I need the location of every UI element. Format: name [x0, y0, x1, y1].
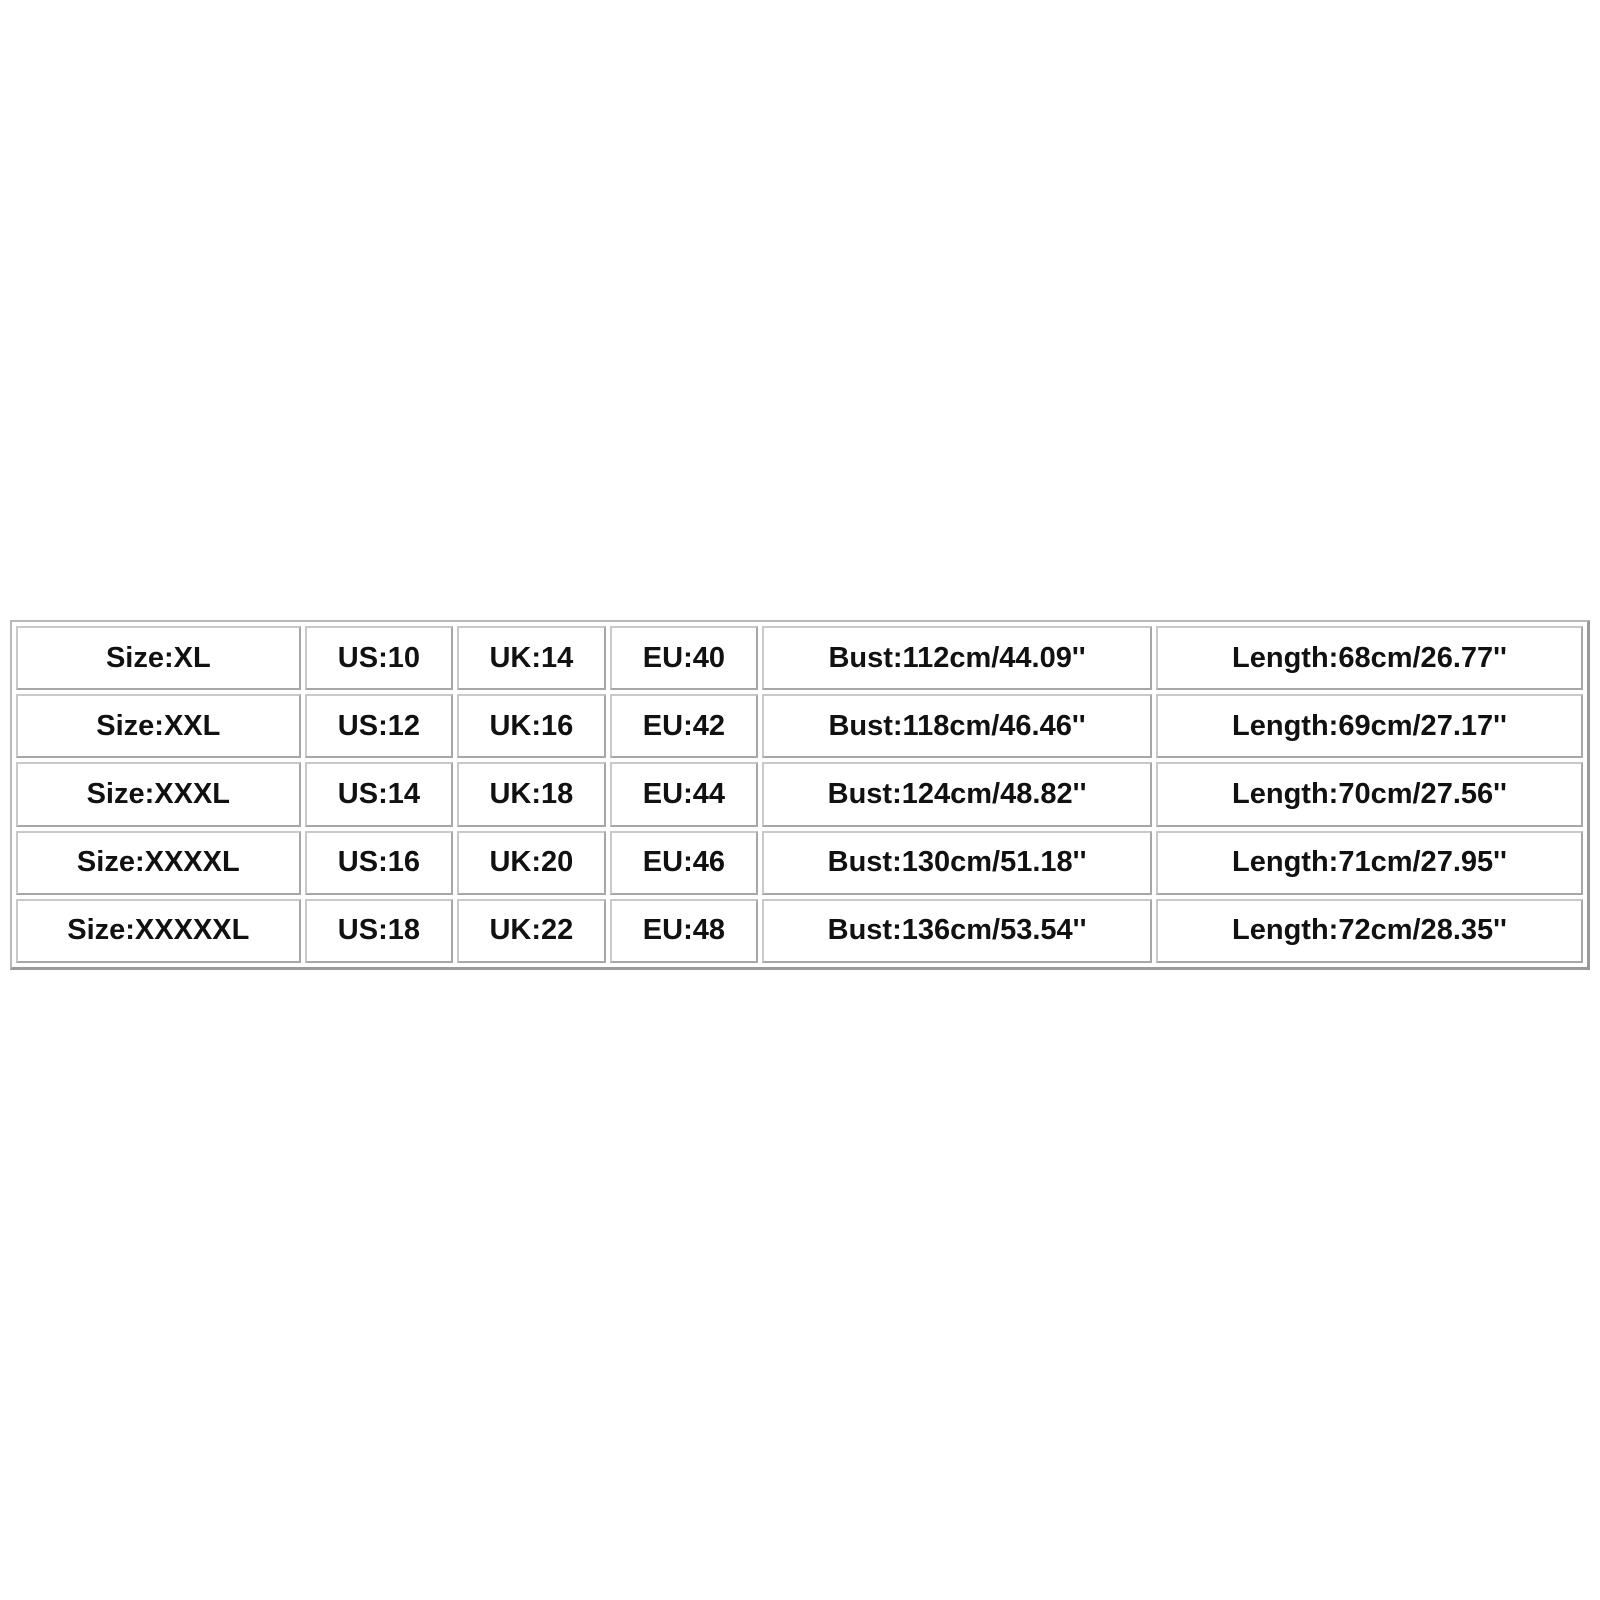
size-cell: Size:XXXL	[16, 762, 301, 826]
eu-size-cell: EU:40	[610, 626, 759, 690]
uk-size-cell: UK:18	[457, 762, 606, 826]
eu-size-cell: EU:44	[610, 762, 759, 826]
length-cell: Length:72cm/28.35''	[1156, 899, 1583, 963]
length-cell: Length:70cm/27.56''	[1156, 762, 1583, 826]
size-cell: Size:XXL	[16, 694, 301, 758]
us-size-cell: US:14	[305, 762, 454, 826]
bust-cell: Bust:118cm/46.46''	[762, 694, 1152, 758]
us-size-cell: US:18	[305, 899, 454, 963]
bust-cell: Bust:136cm/53.54''	[762, 899, 1152, 963]
eu-size-cell: EU:48	[610, 899, 759, 963]
uk-size-cell: UK:16	[457, 694, 606, 758]
length-cell: Length:68cm/26.77''	[1156, 626, 1583, 690]
size-cell: Size:XXXXL	[16, 831, 301, 895]
table-row	[16, 626, 1583, 690]
eu-size-cell: EU:46	[610, 831, 759, 895]
bust-cell: Bust:112cm/44.09''	[762, 626, 1152, 690]
length-cell: Length:69cm/27.17''	[1156, 694, 1583, 758]
length-cell: Length:71cm/27.95''	[1156, 831, 1583, 895]
eu-size-cell: EU:42	[610, 694, 759, 758]
us-size-cell: US:16	[305, 831, 454, 895]
uk-size-cell: UK:20	[457, 831, 606, 895]
uk-size-cell: UK:14	[457, 626, 606, 690]
size-cell: Size:XL	[16, 626, 301, 690]
size-cell: Size:XXXXXL	[16, 899, 301, 963]
bust-cell: Bust:130cm/51.18''	[762, 831, 1152, 895]
us-size-cell: US:12	[305, 694, 454, 758]
size-chart-table	[10, 620, 1590, 970]
uk-size-cell: UK:22	[457, 899, 606, 963]
us-size-cell: US:10	[305, 626, 454, 690]
table-row	[16, 899, 1583, 963]
bust-cell: Bust:124cm/48.82''	[762, 762, 1152, 826]
table-row	[16, 762, 1583, 826]
table-row	[16, 831, 1583, 895]
table-row	[16, 694, 1583, 758]
